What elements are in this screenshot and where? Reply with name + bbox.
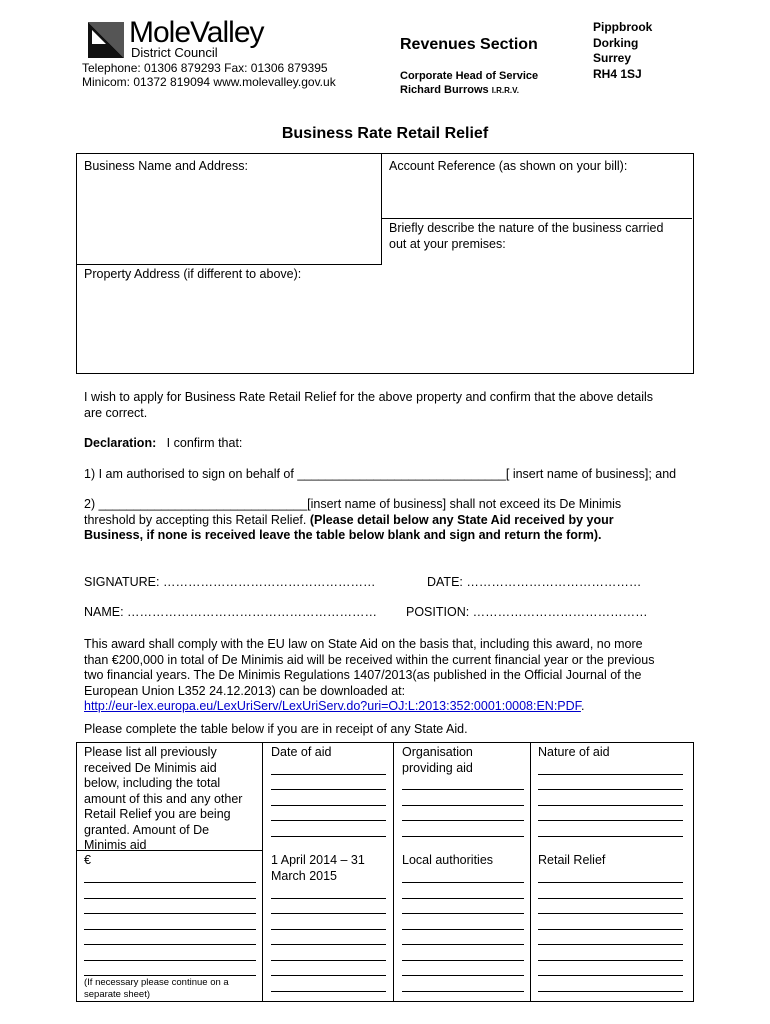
application-statement bbox=[84, 390, 704, 421]
table-header-line: Minimis aid bbox=[84, 838, 147, 852]
blank-line[interactable] bbox=[271, 820, 386, 821]
account-reference-label: Account Reference (as shown on your bill): bbox=[389, 159, 628, 173]
council-address bbox=[593, 20, 652, 82]
section-title: Revenues Section bbox=[400, 36, 538, 53]
blank-line[interactable] bbox=[84, 913, 256, 914]
table-header-date: Date of aid bbox=[271, 745, 332, 759]
blank-line[interactable] bbox=[402, 820, 524, 821]
blank-line[interactable] bbox=[538, 960, 683, 961]
business-description-field[interactable] bbox=[384, 254, 689, 369]
blank-line[interactable] bbox=[538, 789, 683, 790]
head-of-service bbox=[400, 69, 538, 98]
council-logo-name: MoleValley bbox=[129, 16, 264, 49]
eu-notice-line: This award shall comply with the EU law on State Aid on the basis that, including this award, no more bbox=[84, 637, 643, 651]
blank-line[interactable] bbox=[84, 929, 256, 930]
declaration-item-2-line: 2) ______________________________[insert name of business] shall not exceed its De Minimis bbox=[84, 497, 622, 511]
eu-notice-line: two financial years. The De Minimis Regulations 1407/2013(as published in the Official Journal of the bbox=[84, 668, 642, 682]
address-line: Pippbrook bbox=[593, 20, 653, 34]
eu-notice-line: European Union L352 24.12.2013) can be downloaded at: bbox=[84, 683, 406, 698]
blank-line[interactable] bbox=[402, 944, 524, 945]
table-header-organisation bbox=[402, 745, 473, 776]
continuation-note bbox=[84, 977, 229, 1001]
blank-line[interactable] bbox=[538, 882, 683, 883]
property-address-label: Property Address (if different to above): bbox=[84, 267, 302, 281]
application-statement-line: are correct. bbox=[84, 405, 148, 420]
table-header-line: Organisation bbox=[402, 745, 473, 759]
account-reference-field[interactable] bbox=[384, 176, 689, 216]
contact-line-2: Minicom: 01372 819094 www.molevalley.gov.uk bbox=[82, 75, 336, 89]
blank-line[interactable] bbox=[271, 805, 386, 806]
blank-line[interactable] bbox=[402, 975, 524, 976]
blank-line[interactable] bbox=[402, 991, 524, 992]
blank-line[interactable] bbox=[271, 960, 386, 961]
blank-line[interactable] bbox=[271, 913, 386, 914]
business-description-label-line: out at your premises: bbox=[389, 236, 506, 251]
eu-link-end: . bbox=[580, 699, 585, 713]
state-aid-instruction: Business, if none is received leave the table below blank and sign and return the form). bbox=[84, 528, 602, 542]
blank-line[interactable] bbox=[84, 944, 256, 945]
blank-line[interactable] bbox=[402, 898, 524, 899]
head-of-service-label: Corporate Head of Service bbox=[400, 70, 539, 82]
table-header-line: granted. Amount of De bbox=[84, 822, 210, 837]
aid-date-line: March 2015 bbox=[271, 868, 338, 883]
continuation-note-line: separate sheet) bbox=[84, 989, 151, 1000]
blank-line[interactable] bbox=[402, 805, 524, 806]
name-field[interactable]: NAME: …………………………………………………… bbox=[84, 605, 378, 619]
blank-line[interactable] bbox=[271, 898, 386, 899]
table-column-divider bbox=[393, 742, 394, 1001]
application-statement-line: I wish to apply for Business Rate Retail Relief for the above property and confirm that the above details bbox=[84, 390, 654, 404]
table-column-divider bbox=[530, 742, 531, 1001]
blank-line[interactable] bbox=[402, 789, 524, 790]
blank-line[interactable] bbox=[84, 975, 256, 976]
blank-line[interactable] bbox=[271, 944, 386, 945]
business-name-label: Business Name and Address: bbox=[84, 159, 248, 173]
date-field[interactable]: DATE: …………………………………… bbox=[427, 575, 642, 589]
aid-date-value bbox=[271, 853, 365, 884]
business-description-label bbox=[389, 221, 663, 252]
table-header-line: Retail Relief you are being bbox=[84, 807, 231, 821]
blank-line[interactable] bbox=[402, 913, 524, 914]
box-divider-horizontal bbox=[76, 264, 382, 265]
blank-line[interactable] bbox=[402, 882, 524, 883]
blank-line[interactable] bbox=[271, 774, 386, 775]
blank-line[interactable] bbox=[538, 774, 683, 775]
address-line: Dorking bbox=[593, 35, 639, 50]
eu-state-aid-notice bbox=[84, 637, 704, 715]
blank-line[interactable] bbox=[538, 944, 683, 945]
table-header-line: providing aid bbox=[402, 760, 473, 775]
blank-line[interactable] bbox=[402, 960, 524, 961]
blank-line[interactable] bbox=[271, 789, 386, 790]
property-address-field[interactable] bbox=[78, 284, 378, 370]
blank-line[interactable] bbox=[538, 929, 683, 930]
declaration-item-2 bbox=[84, 497, 621, 544]
table-header-line: amount of this and any other bbox=[84, 791, 243, 806]
declaration-item-1: 1) I am authorised to sign on behalf of ______________________________[ insert name of business]; and bbox=[84, 467, 677, 481]
blank-line[interactable] bbox=[84, 898, 256, 899]
blank-line[interactable] bbox=[402, 836, 524, 837]
council-logo-icon bbox=[88, 22, 124, 58]
blank-line[interactable] bbox=[271, 975, 386, 976]
eu-regulation-link[interactable]: http://eur-lex.europa.eu/LexUriServ/LexUriServ.do?uri=OJ:L:2013:352:0001:0008:EN:PDF bbox=[84, 699, 581, 713]
contact-line-1: Telephone: 01306 879293 Fax: 01306 879395 bbox=[82, 61, 328, 75]
blank-line[interactable] bbox=[271, 929, 386, 930]
council-logo-subtitle: District Council bbox=[131, 45, 218, 60]
box-divider-vertical bbox=[381, 153, 382, 264]
eu-notice-line: than €200,000 in total of De Minimis aid will be received within the current financial year or the previous bbox=[84, 652, 655, 667]
declaration-label: Declaration: bbox=[84, 436, 157, 450]
blank-line[interactable] bbox=[84, 882, 256, 883]
blank-line[interactable] bbox=[271, 991, 386, 992]
blank-line[interactable] bbox=[271, 836, 386, 837]
signature-field[interactable]: SIGNATURE: …………………………………………… bbox=[84, 575, 376, 589]
euro-symbol: € bbox=[84, 853, 91, 867]
blank-line[interactable] bbox=[402, 929, 524, 930]
table-header-amount bbox=[84, 745, 242, 854]
contact-details bbox=[82, 61, 336, 89]
continuation-note-line: (If necessary please continue on a bbox=[84, 977, 229, 988]
head-of-service-name: Richard Burrows bbox=[400, 84, 489, 96]
declaration-text: I confirm that: bbox=[166, 436, 243, 450]
blank-line[interactable] bbox=[538, 820, 683, 821]
blank-line[interactable] bbox=[538, 805, 683, 806]
blank-line[interactable] bbox=[538, 913, 683, 914]
aid-nature-value: Retail Relief bbox=[538, 853, 606, 867]
declaration-item-2-line: threshold by accepting this Retail Relief. bbox=[84, 512, 310, 527]
position-field[interactable]: POSITION: …………………………………… bbox=[406, 605, 648, 619]
table-header-line: below, including the total bbox=[84, 776, 221, 790]
table-header-nature: Nature of aid bbox=[538, 745, 610, 759]
table-column-divider bbox=[262, 742, 263, 1001]
head-of-service-suffix: I.R.R.V. bbox=[491, 86, 519, 95]
page-title: Business Rate Retail Relief bbox=[281, 125, 489, 142]
declaration-heading bbox=[84, 436, 242, 452]
box-divider-horizontal bbox=[381, 218, 692, 219]
blank-line[interactable] bbox=[538, 898, 683, 899]
table-header-line: Please list all previously bbox=[84, 745, 217, 759]
blank-line[interactable] bbox=[538, 975, 683, 976]
table-header-line: received De Minimis aid bbox=[84, 760, 217, 775]
blank-line[interactable] bbox=[538, 991, 683, 992]
aid-date-line: 1 April 2014 – 31 bbox=[271, 853, 365, 867]
address-line: RH4 1SJ bbox=[593, 66, 642, 81]
table-intro: Please complete the table below if you are in receipt of any State Aid. bbox=[84, 722, 468, 736]
state-aid-instruction: (Please detail below any State Aid received by your bbox=[309, 512, 614, 527]
business-name-field[interactable] bbox=[78, 176, 378, 260]
address-line: Surrey bbox=[593, 51, 632, 65]
aid-organisation-value: Local authorities bbox=[402, 853, 494, 867]
blank-line[interactable] bbox=[84, 960, 256, 961]
blank-line[interactable] bbox=[538, 836, 683, 837]
business-description-label-line: Briefly describe the nature of the business carried bbox=[389, 221, 664, 235]
